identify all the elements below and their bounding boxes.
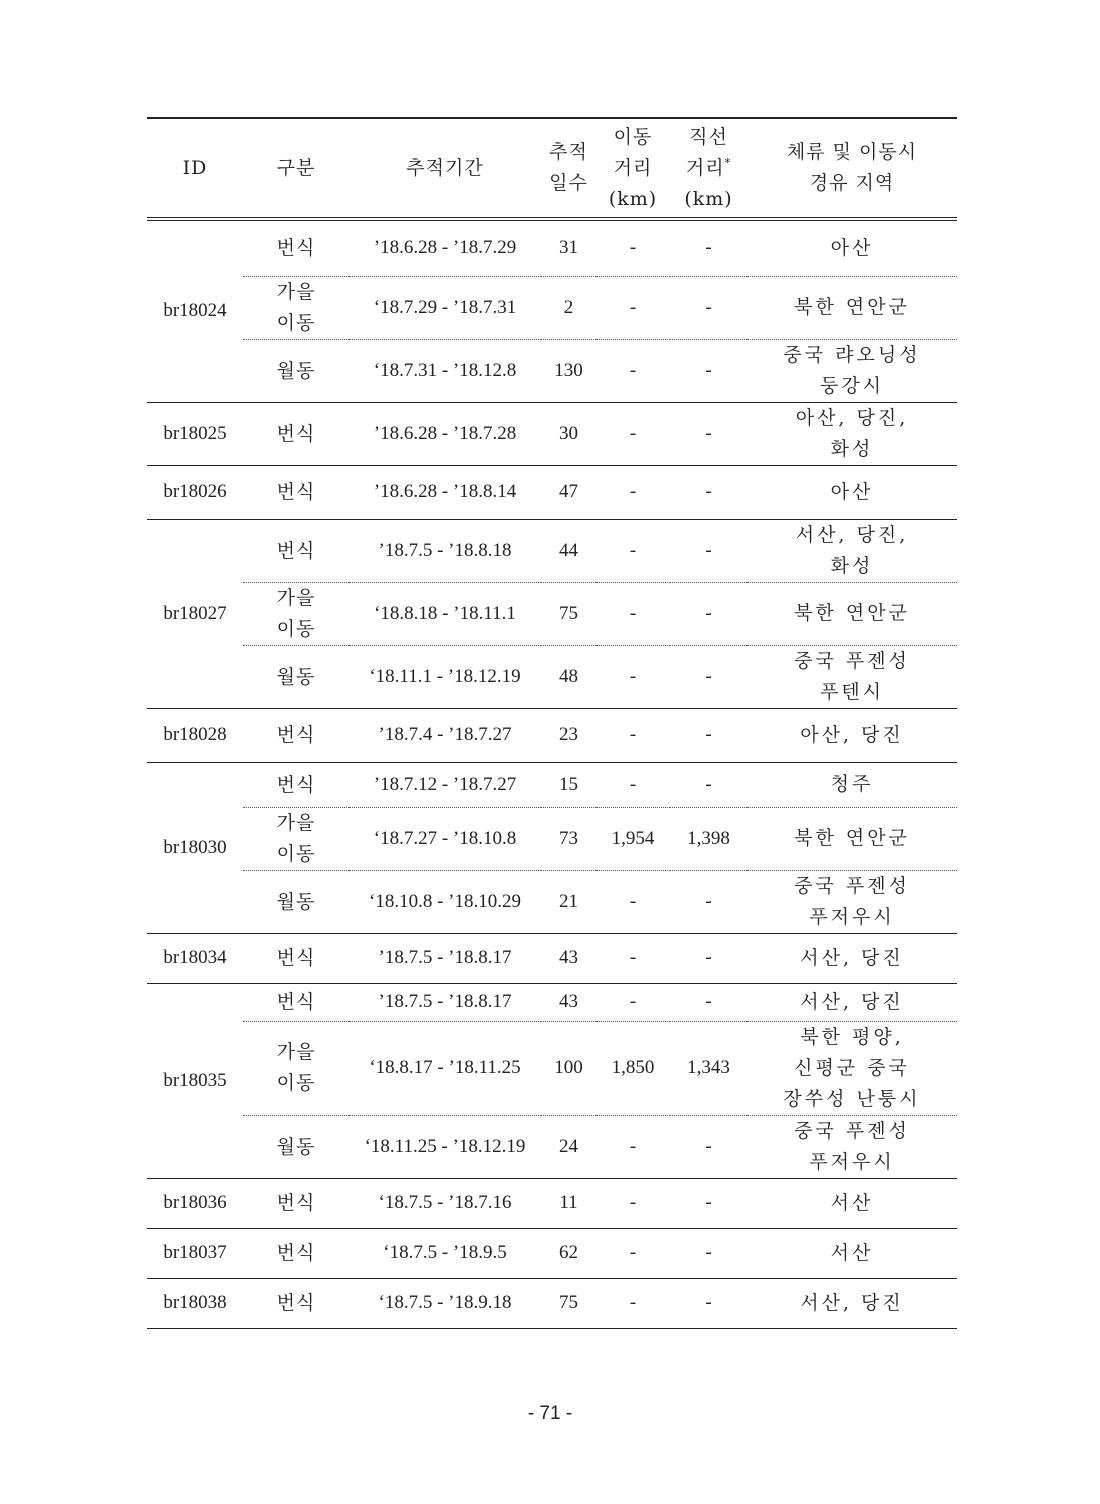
row-distance: 1,850 bbox=[596, 1021, 670, 1115]
header-region: 체류 및 이동시 경유 지역 bbox=[747, 118, 957, 219]
row-days: 31 bbox=[541, 219, 596, 276]
row-distance: - bbox=[596, 933, 670, 983]
row-id: br18038 bbox=[147, 1278, 243, 1328]
header-period: 추적기간 bbox=[349, 118, 541, 219]
row-period: ‘18.11.25 - ’18.12.19 bbox=[349, 1115, 541, 1178]
header-distance: 이동 거리 (km) bbox=[596, 118, 670, 219]
row-category: 번식 bbox=[243, 1178, 349, 1228]
row-period: ’18.7.4 - ’18.7.27 bbox=[349, 708, 541, 762]
row-straight: - bbox=[670, 339, 747, 402]
row-straight: - bbox=[670, 1278, 747, 1328]
row-category: 가을 이동 bbox=[243, 807, 349, 870]
row-distance: - bbox=[596, 1178, 670, 1228]
table-row bbox=[147, 1115, 957, 1178]
table-row bbox=[147, 582, 957, 645]
header-row bbox=[147, 118, 957, 219]
row-id: br18024 bbox=[147, 219, 243, 402]
row-straight: - bbox=[670, 1178, 747, 1228]
row-distance: - bbox=[596, 1115, 670, 1178]
row-region: 서산, 당진 bbox=[747, 1278, 957, 1328]
row-distance: - bbox=[596, 465, 670, 519]
table-row bbox=[147, 339, 957, 402]
row-period: ’18.7.5 - ’18.8.17 bbox=[349, 983, 541, 1021]
row-distance: - bbox=[596, 1228, 670, 1278]
header-days: 추적 일수 bbox=[541, 118, 596, 219]
row-days: 44 bbox=[541, 519, 596, 582]
row-days: 75 bbox=[541, 582, 596, 645]
table-row bbox=[147, 933, 957, 983]
row-period: ‘18.11.1 - ’18.12.19 bbox=[349, 645, 541, 708]
row-region: 북한 평양, 신평군 중국 장쑤성 난퉁시 bbox=[747, 1021, 957, 1115]
row-period: ’18.7.12 - ’18.7.27 bbox=[349, 762, 541, 807]
row-period: ‘18.8.18 - ’18.11.1 bbox=[349, 582, 541, 645]
row-period: ’18.6.28 - ’18.8.14 bbox=[349, 465, 541, 519]
row-days: 62 bbox=[541, 1228, 596, 1278]
row-straight: - bbox=[670, 219, 747, 276]
row-days: 43 bbox=[541, 983, 596, 1021]
row-region: 북한 연안군 bbox=[747, 276, 957, 339]
row-id: br18036 bbox=[147, 1178, 243, 1228]
row-straight: - bbox=[670, 933, 747, 983]
row-region: 중국 푸젠성 푸저우시 bbox=[747, 870, 957, 933]
row-days: 21 bbox=[541, 870, 596, 933]
table-row bbox=[147, 1178, 957, 1228]
row-straight: - bbox=[670, 1115, 747, 1178]
row-days: 2 bbox=[541, 276, 596, 339]
row-region: 청주 bbox=[747, 762, 957, 807]
row-region: 중국 푸젠성 푸텐시 bbox=[747, 645, 957, 708]
row-category: 가을 이동 bbox=[243, 276, 349, 339]
row-id: br18025 bbox=[147, 402, 243, 465]
row-distance: - bbox=[596, 339, 670, 402]
row-straight: - bbox=[670, 870, 747, 933]
row-id: br18035 bbox=[147, 983, 243, 1178]
table-row bbox=[147, 519, 957, 582]
row-region: 중국 랴오닝성 둥강시 bbox=[747, 339, 957, 402]
row-days: 100 bbox=[541, 1021, 596, 1115]
row-period: ’18.6.28 - ’18.7.29 bbox=[349, 219, 541, 276]
table-row bbox=[147, 983, 957, 1021]
row-distance: - bbox=[596, 645, 670, 708]
row-days: 48 bbox=[541, 645, 596, 708]
row-distance: - bbox=[596, 1278, 670, 1328]
table-row bbox=[147, 762, 957, 807]
header-id: ID bbox=[147, 118, 243, 219]
table-row bbox=[147, 1228, 957, 1278]
row-distance: - bbox=[596, 402, 670, 465]
row-category: 번식 bbox=[243, 708, 349, 762]
page-number: - 71 - bbox=[527, 1403, 573, 1424]
row-region: 아산, 당진 bbox=[747, 708, 957, 762]
row-distance: - bbox=[596, 519, 670, 582]
row-straight: - bbox=[670, 465, 747, 519]
row-category: 번식 bbox=[243, 402, 349, 465]
tracking-table bbox=[147, 117, 957, 1329]
table-row bbox=[147, 645, 957, 708]
row-region: 서산 bbox=[747, 1178, 957, 1228]
row-region: 아산, 당진, 화성 bbox=[747, 402, 957, 465]
table-row bbox=[147, 465, 957, 519]
row-id: br18030 bbox=[147, 762, 243, 933]
row-period: ‘18.8.17 - ’18.11.25 bbox=[349, 1021, 541, 1115]
table-row bbox=[147, 402, 957, 465]
row-id: br18028 bbox=[147, 708, 243, 762]
row-straight: - bbox=[670, 276, 747, 339]
row-days: 11 bbox=[541, 1178, 596, 1228]
row-category: 번식 bbox=[243, 762, 349, 807]
table-row bbox=[147, 807, 957, 870]
row-category: 번식 bbox=[243, 1278, 349, 1328]
row-category: 가을 이동 bbox=[243, 582, 349, 645]
row-category: 월동 bbox=[243, 1115, 349, 1178]
row-straight: - bbox=[670, 983, 747, 1021]
row-period: ’18.6.28 - ’18.7.28 bbox=[349, 402, 541, 465]
row-category: 월동 bbox=[243, 339, 349, 402]
row-category: 번식 bbox=[243, 1228, 349, 1278]
row-distance: - bbox=[596, 276, 670, 339]
row-category: 번식 bbox=[243, 983, 349, 1021]
table-row bbox=[147, 1278, 957, 1328]
row-region: 아산 bbox=[747, 219, 957, 276]
row-period: ‘18.7.5 - ’18.7.16 bbox=[349, 1178, 541, 1228]
row-period: ‘18.7.29 - ’18.7.31 bbox=[349, 276, 541, 339]
row-period: ‘18.10.8 - ’18.10.29 bbox=[349, 870, 541, 933]
table-row bbox=[147, 870, 957, 933]
row-category: 번식 bbox=[243, 219, 349, 276]
row-category: 번식 bbox=[243, 519, 349, 582]
row-days: 73 bbox=[541, 807, 596, 870]
row-id: br18037 bbox=[147, 1228, 243, 1278]
row-id: br18026 bbox=[147, 465, 243, 519]
row-days: 23 bbox=[541, 708, 596, 762]
row-category: 번식 bbox=[243, 933, 349, 983]
row-straight: - bbox=[670, 1228, 747, 1278]
row-category: 가을 이동 bbox=[243, 1021, 349, 1115]
table-row bbox=[147, 276, 957, 339]
row-days: 75 bbox=[541, 1278, 596, 1328]
row-distance: - bbox=[596, 582, 670, 645]
row-period: ’18.7.5 - ’18.8.18 bbox=[349, 519, 541, 582]
row-period: ‘18.7.27 - ’18.10.8 bbox=[349, 807, 541, 870]
row-straight: - bbox=[670, 645, 747, 708]
header-category: 구분 bbox=[243, 118, 349, 219]
row-straight: 1,398 bbox=[670, 807, 747, 870]
row-category: 월동 bbox=[243, 870, 349, 933]
row-region: 서산, 당진 bbox=[747, 983, 957, 1021]
row-straight: - bbox=[670, 762, 747, 807]
row-days: 30 bbox=[541, 402, 596, 465]
row-region: 북한 연안군 bbox=[747, 807, 957, 870]
row-region: 아산 bbox=[747, 465, 957, 519]
row-id: br18027 bbox=[147, 519, 243, 708]
row-straight: - bbox=[670, 402, 747, 465]
row-id: br18034 bbox=[147, 933, 243, 983]
table-row bbox=[147, 1021, 957, 1115]
row-period: ‘18.7.5 - ’18.9.18 bbox=[349, 1278, 541, 1328]
row-distance: - bbox=[596, 983, 670, 1021]
row-distance: - bbox=[596, 762, 670, 807]
row-straight: - bbox=[670, 708, 747, 762]
row-straight: - bbox=[670, 519, 747, 582]
row-region: 서산, 당진, 화성 bbox=[747, 519, 957, 582]
row-days: 130 bbox=[541, 339, 596, 402]
header-straight-distance: 직선 거리* (km) bbox=[670, 118, 747, 219]
row-period: ‘18.7.5 - ’18.9.5 bbox=[349, 1228, 541, 1278]
row-period: ‘18.7.31 - ’18.12.8 bbox=[349, 339, 541, 402]
table-row bbox=[147, 219, 957, 276]
row-region: 북한 연안군 bbox=[747, 582, 957, 645]
row-distance: - bbox=[596, 219, 670, 276]
row-days: 43 bbox=[541, 933, 596, 983]
row-days: 24 bbox=[541, 1115, 596, 1178]
row-category: 월동 bbox=[243, 645, 349, 708]
row-period: ’18.7.5 - ’18.8.17 bbox=[349, 933, 541, 983]
row-distance: - bbox=[596, 870, 670, 933]
row-days: 47 bbox=[541, 465, 596, 519]
row-days: 15 bbox=[541, 762, 596, 807]
row-straight: - bbox=[670, 582, 747, 645]
row-distance: - bbox=[596, 708, 670, 762]
row-straight: 1,343 bbox=[670, 1021, 747, 1115]
row-distance: 1,954 bbox=[596, 807, 670, 870]
row-region: 서산 bbox=[747, 1228, 957, 1278]
row-category: 번식 bbox=[243, 465, 349, 519]
row-region: 서산, 당진 bbox=[747, 933, 957, 983]
row-region: 중국 푸젠성 푸저우시 bbox=[747, 1115, 957, 1178]
table-row bbox=[147, 708, 957, 762]
